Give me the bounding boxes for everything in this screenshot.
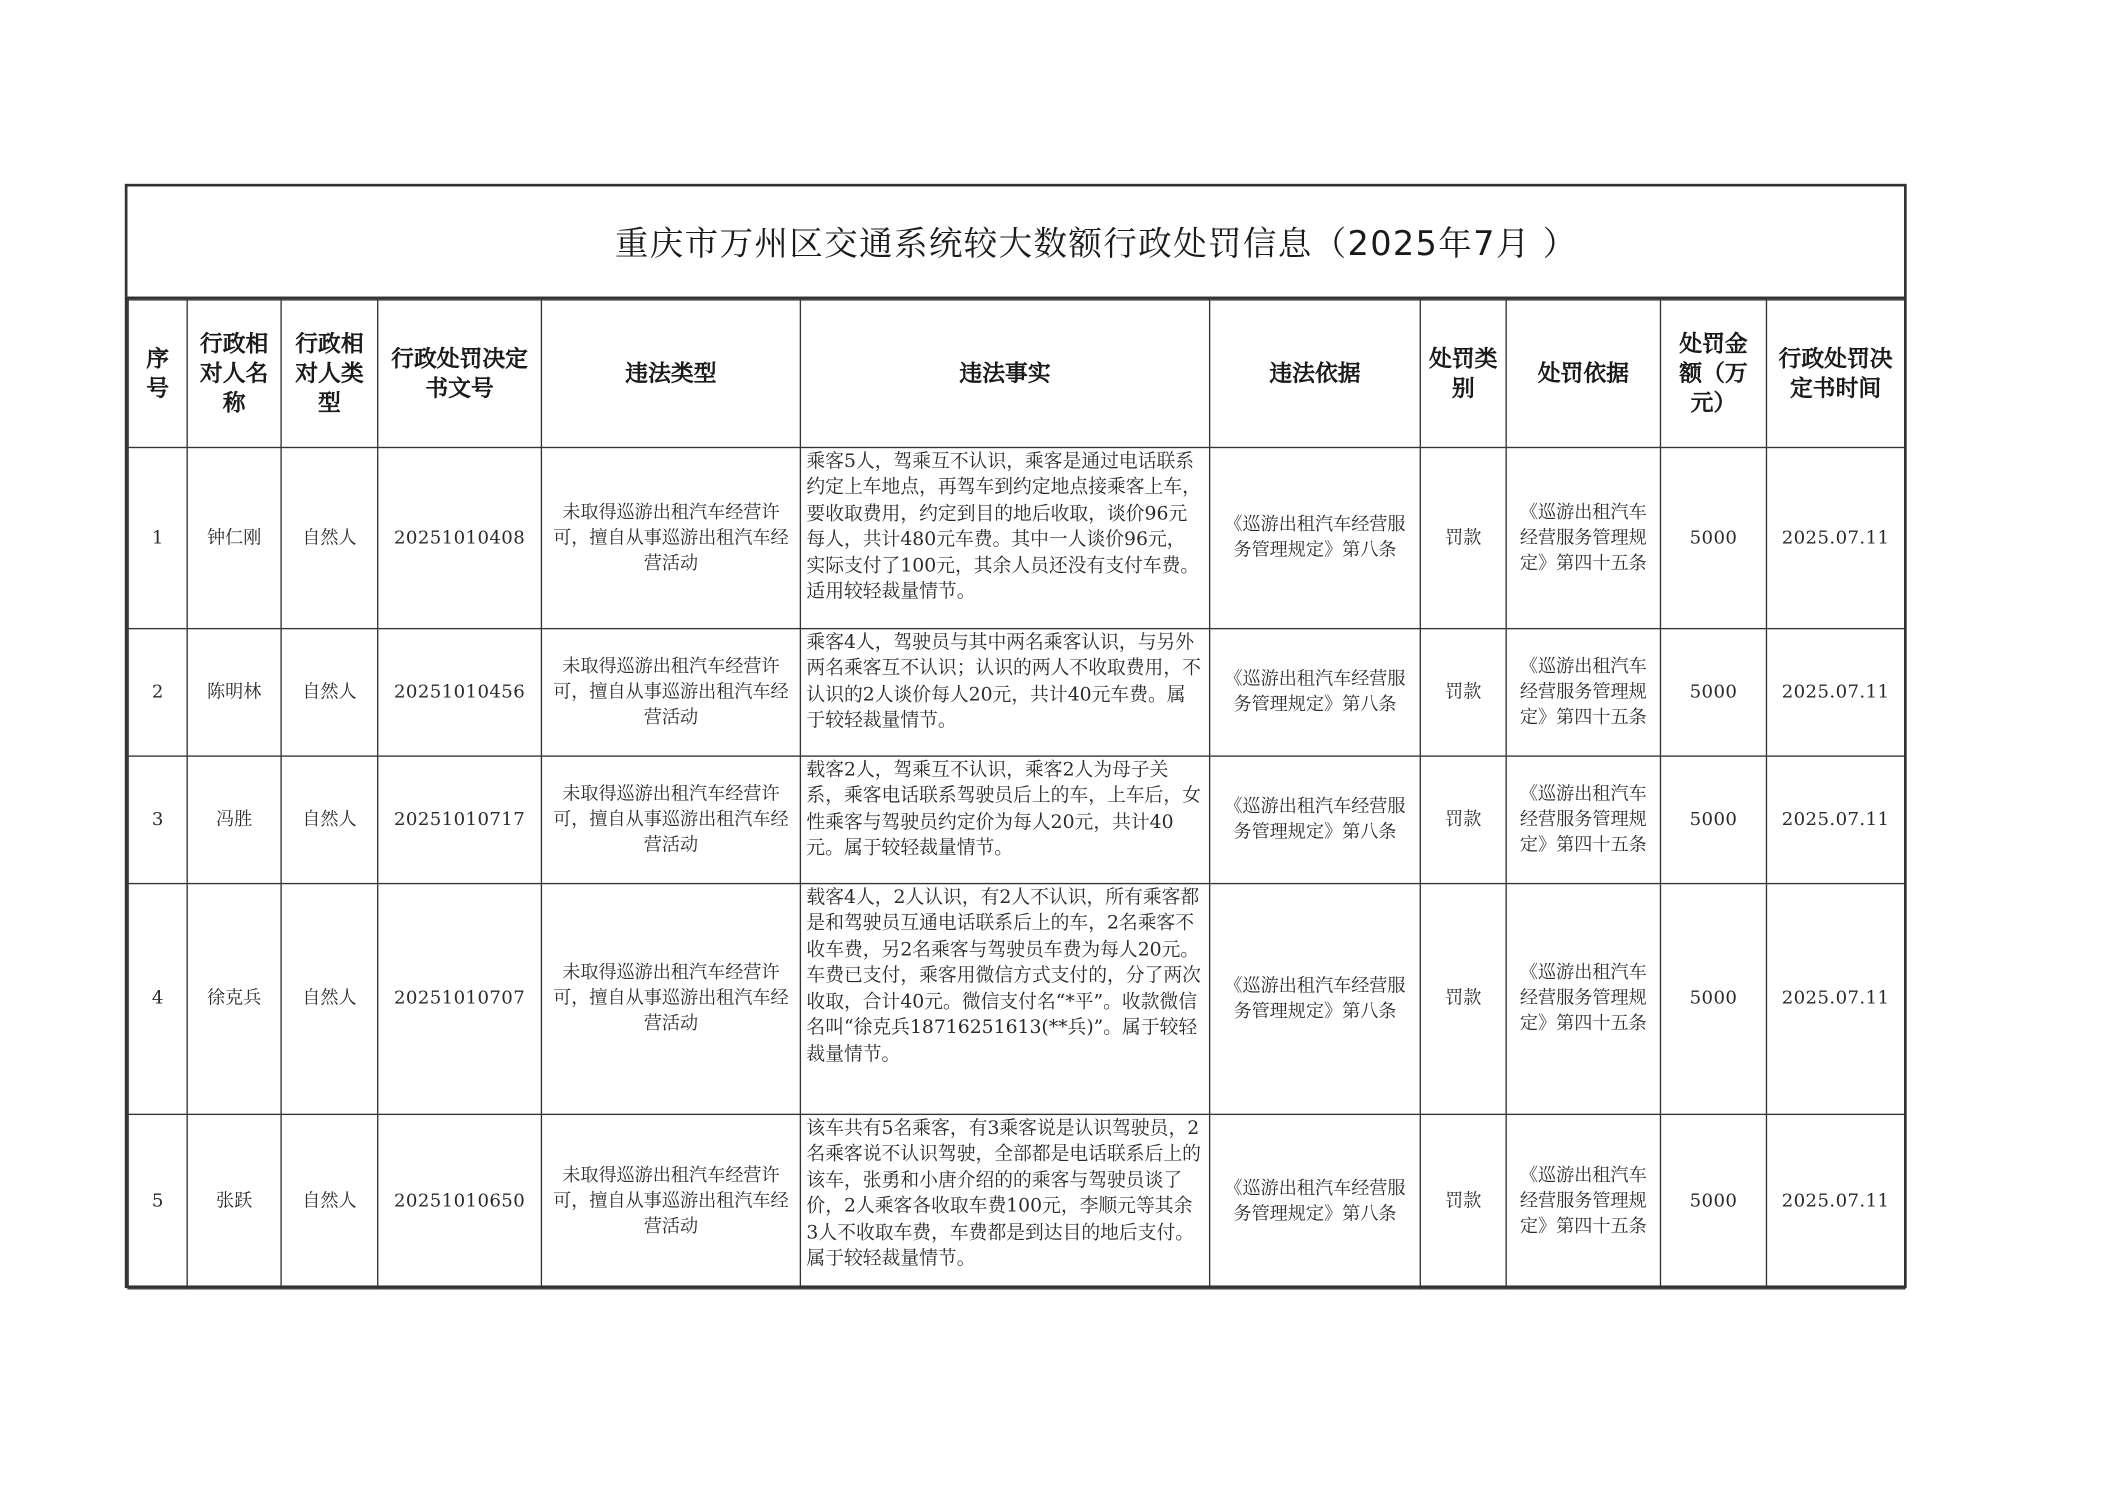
doc-no-cell: 20251010707 — [378, 884, 542, 1115]
date-cell: 2025.07.11 — [1766, 884, 1904, 1115]
table-row — [128, 629, 1905, 756]
seq-cell: 5 — [128, 1114, 187, 1288]
category-cell: 罚款 — [1420, 447, 1506, 628]
name-cell: 冯胜 — [187, 756, 281, 883]
type-cell: 自然人 — [281, 629, 378, 756]
type-cell: 自然人 — [281, 1114, 378, 1288]
header-cell: 处罚依据 — [1506, 300, 1660, 448]
name-cell: 张跃 — [187, 1114, 281, 1288]
facts-cell — [800, 629, 1209, 756]
amount-cell: 5000 — [1660, 884, 1766, 1115]
header-cell: 行政相对人名称 — [187, 300, 281, 448]
date-cell: 2025.07.11 — [1766, 1114, 1904, 1288]
penalty-basis-cell: 《巡游出租汽车经营服务管理规定》第四十五条 — [1506, 884, 1660, 1115]
header-cell: 违法类型 — [541, 300, 800, 448]
penalty-basis-cell: 《巡游出租汽车经营服务管理规定》第四十五条 — [1506, 629, 1660, 756]
amount-cell: 5000 — [1660, 756, 1766, 883]
header-cell: 行政相对人类型 — [281, 300, 378, 448]
facts-text: 该车共有5名乘客，有3乘客说是认识驾驶员，2名乘客说不认识驾驶，全部都是电话联系后上的该车，张勇和小唐介绍的的乘客与驾驶员谈了价，2人乘客各收取车费100元，李顺元等其余3人不收取车费，车费都是到达目的地后支付。属于较轻裁量情节。 — [806, 1117, 1201, 1270]
penalty-basis-cell: 《巡游出租汽车经营服务管理规定》第四十五条 — [1506, 756, 1660, 883]
seq-cell: 1 — [128, 447, 187, 628]
facts-text: 乘客4人，驾驶员与其中两名乘客认识，与另外两名乘客互不认识；认识的两人不收取费用，不认识的2人谈价每人20元，共计40元车费。属于较轻裁量情节。 — [806, 631, 1201, 732]
violation-cell: 未取得巡游出租汽车经营许可，擅自从事巡游出租汽车经营活动 — [541, 1114, 800, 1288]
table-row — [128, 884, 1905, 1115]
facts-cell — [800, 1114, 1209, 1288]
type-cell: 自然人 — [281, 756, 378, 883]
header-cell: 违法事实 — [800, 300, 1209, 448]
type-cell: 自然人 — [281, 884, 378, 1115]
basis-cell: 《巡游出租汽车经营服务管理规定》第八条 — [1210, 1114, 1421, 1288]
page-title: 重庆市万州区交通系统较大数额行政处罚信息（2025年7月 ） — [127, 187, 1904, 300]
name-cell: 钟仁刚 — [187, 447, 281, 628]
header-row — [128, 300, 1905, 448]
table-row — [128, 447, 1905, 628]
facts-cell — [800, 884, 1209, 1115]
violation-cell: 未取得巡游出租汽车经营许可，擅自从事巡游出租汽车经营活动 — [541, 629, 800, 756]
facts-text: 乘客5人，驾乘互不认识，乘客是通过电话联系约定上车地点，再驾车到约定地点接乘客上车，要收取费用，约定到目的地后收取，谈价96元每人，共计480元车费。其中一人谈价96元，实际支付了100元，其余人员还没有支付车费。适用较轻裁量情节。 — [806, 450, 1201, 603]
category-cell: 罚款 — [1420, 884, 1506, 1115]
doc-no-cell: 20251010650 — [378, 1114, 542, 1288]
amount-cell: 5000 — [1660, 629, 1766, 756]
doc-no-cell: 20251010717 — [378, 756, 542, 883]
category-cell: 罚款 — [1420, 629, 1506, 756]
seq-cell: 2 — [128, 629, 187, 756]
header-cell: 序号 — [128, 300, 187, 448]
penalty-basis-cell: 《巡游出租汽车经营服务管理规定》第四十五条 — [1506, 1114, 1660, 1288]
type-cell: 自然人 — [281, 447, 378, 628]
basis-cell: 《巡游出租汽车经营服务管理规定》第八条 — [1210, 629, 1421, 756]
penalty-table — [127, 299, 1905, 1289]
amount-cell: 5000 — [1660, 447, 1766, 628]
name-cell: 陈明林 — [187, 629, 281, 756]
facts-cell — [800, 447, 1209, 628]
header-cell: 行政处罚决定书时间 — [1766, 300, 1904, 448]
basis-cell: 《巡游出租汽车经营服务管理规定》第八条 — [1210, 756, 1421, 883]
category-cell: 罚款 — [1420, 756, 1506, 883]
name-cell: 徐克兵 — [187, 884, 281, 1115]
table-row — [128, 756, 1905, 883]
seq-cell: 3 — [128, 756, 187, 883]
violation-cell: 未取得巡游出租汽车经营许可，擅自从事巡游出租汽车经营活动 — [541, 447, 800, 628]
date-cell: 2025.07.11 — [1766, 756, 1904, 883]
amount-cell: 5000 — [1660, 1114, 1766, 1288]
facts-cell — [800, 756, 1209, 883]
violation-cell: 未取得巡游出租汽车经营许可，擅自从事巡游出租汽车经营活动 — [541, 884, 800, 1115]
header-cell: 违法依据 — [1210, 300, 1421, 448]
basis-cell: 《巡游出租汽车经营服务管理规定》第八条 — [1210, 447, 1421, 628]
basis-cell: 《巡游出租汽车经营服务管理规定》第八条 — [1210, 884, 1421, 1115]
doc-no-cell: 20251010456 — [378, 629, 542, 756]
penalty-basis-cell: 《巡游出租汽车经营服务管理规定》第四十五条 — [1506, 447, 1660, 628]
table-row — [128, 1114, 1905, 1288]
violation-cell: 未取得巡游出租汽车经营许可，擅自从事巡游出租汽车经营活动 — [541, 756, 800, 883]
seq-cell: 4 — [128, 884, 187, 1115]
header-cell: 处罚金额（万元） — [1660, 300, 1766, 448]
doc-no-cell: 20251010408 — [378, 447, 542, 628]
header-cell: 行政处罚决定书文号 — [378, 300, 542, 448]
date-cell: 2025.07.11 — [1766, 447, 1904, 628]
date-cell: 2025.07.11 — [1766, 629, 1904, 756]
table-frame — [125, 184, 1907, 1288]
category-cell: 罚款 — [1420, 1114, 1506, 1288]
facts-text: 载客2人，驾乘互不认识，乘客2人为母子关系，乘客电话联系驾驶员后上的车，上车后，女性乘客与驾驶员约定价为每人20元，共计40元。属于较轻裁量情节。 — [806, 758, 1201, 859]
header-cell: 处罚类别 — [1420, 300, 1506, 448]
facts-text: 载客4人，2人认识，有2人不认识，所有乘客都是和驾驶员互通电话联系后上的车，2名乘客不收车费，另2名乘客与驾驶员车费为每人20元。车费已支付，乘客用微信方式支付的，分了两次收取，合计40元。微信支付名“*平”。收款微信名叫“徐克兵18716251613(**兵)”。属于较轻裁量情节。 — [806, 886, 1201, 1065]
